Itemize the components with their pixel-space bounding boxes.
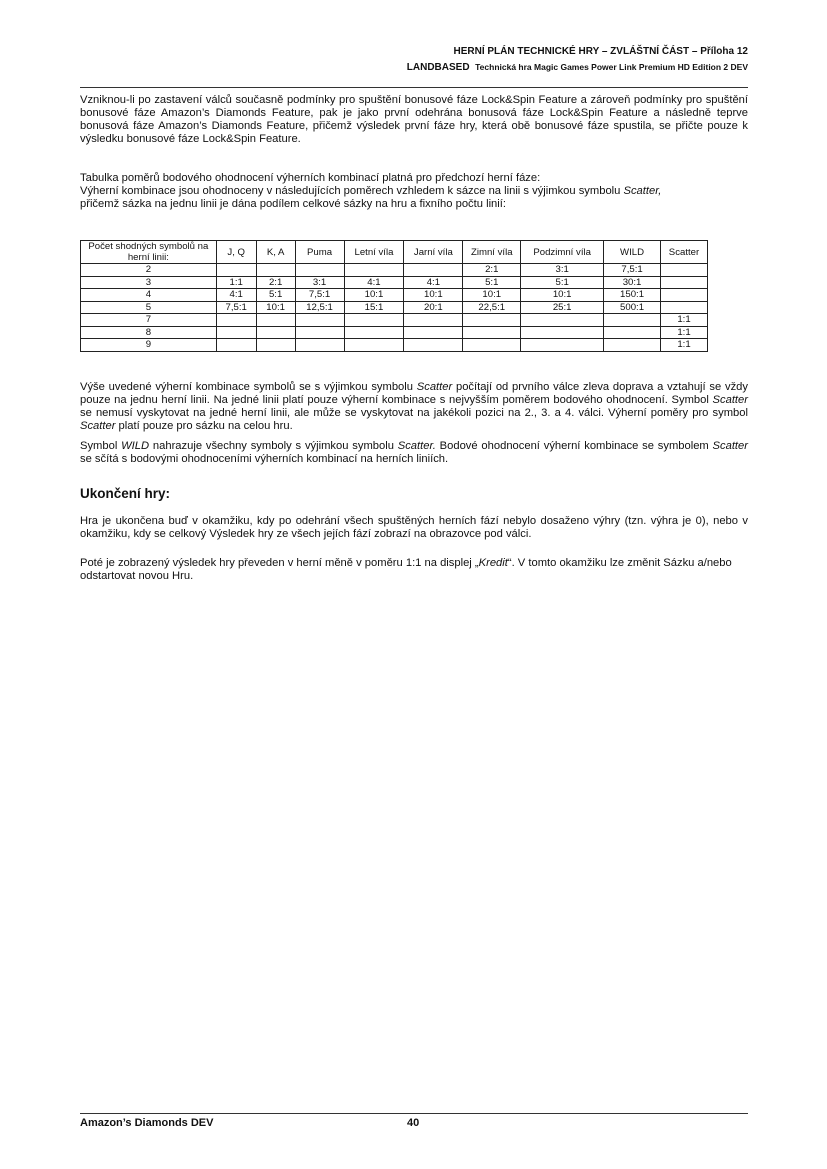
table-cell <box>521 326 604 339</box>
text-italic: Scatter <box>712 440 748 452</box>
table-cell <box>661 276 708 289</box>
table-cell <box>216 314 256 327</box>
table-cell: 5:1 <box>463 276 521 289</box>
footer-title: Amazon’s Diamonds DEV <box>80 1117 214 1129</box>
column-header: J, Q <box>216 241 256 264</box>
text: platí pouze pro sázku na celou hru. <box>115 420 293 432</box>
table-cell: 10:1 <box>344 289 404 302</box>
table-cell: 5:1 <box>521 276 604 289</box>
table-row <box>81 276 708 289</box>
header-game: Technická hra Magic Games Power Link Premium HD Edition 2 DEV <box>475 62 748 72</box>
table-cell: 10:1 <box>404 289 463 302</box>
table-cell <box>404 264 463 277</box>
text-italic: Scatter <box>80 420 116 432</box>
table-cell: 9 <box>81 339 217 352</box>
table-cell <box>216 326 256 339</box>
column-header: Podzimní víla <box>521 241 604 264</box>
text-italic: Scatter <box>416 381 453 393</box>
table-cell <box>404 339 463 352</box>
table-cell <box>295 326 344 339</box>
table-cell <box>344 339 404 352</box>
paragraph-end-of-game: Hra je ukončena buď v okamžiku, kdy po odehrání všech spuštěných herních fází nebylo dosaženo výhry (tzn. výhra je 0), nebo v okamžiku, kdy se celkový Výsledek hry ze všech jejích fází zobrazí na obrazovce pod válci. <box>80 515 748 540</box>
table-cell <box>604 339 661 352</box>
table-cell <box>216 339 256 352</box>
table-row <box>81 326 708 339</box>
table-cell: 10:1 <box>521 289 604 302</box>
section-heading-end-of-game: Ukončení hry: <box>80 486 171 501</box>
payout-table <box>80 240 708 352</box>
table-cell <box>521 339 604 352</box>
text-italic: Scatter. <box>397 440 436 452</box>
table-cell: 10:1 <box>463 289 521 302</box>
table-cell <box>661 301 708 314</box>
text: nahrazuje všechny symboly s výjimkou symbolu <box>149 440 398 452</box>
column-header: Scatter <box>661 241 708 264</box>
table-cell <box>521 314 604 327</box>
footer-rule <box>80 1113 748 1114</box>
paragraph-wild-rules <box>80 440 748 466</box>
table-cell <box>256 326 295 339</box>
table-cell <box>404 314 463 327</box>
table-cell: 4:1 <box>344 276 404 289</box>
table-cell: 2:1 <box>463 264 521 277</box>
table-cell <box>404 326 463 339</box>
table-cell: 1:1 <box>216 276 256 289</box>
text: se nemusí vyskytovat na jedné herní linii, ale může se vyskytovat na jakékoli pozici na 2., 3. a 4. válci. Výherní poměry pro symbol <box>80 407 748 419</box>
table-cell: 2:1 <box>256 276 295 289</box>
paragraph-credit <box>80 557 748 583</box>
table-cell <box>256 339 295 352</box>
table-cell <box>256 314 295 327</box>
table-cell: 25:1 <box>521 301 604 314</box>
text: Symbol <box>80 440 122 452</box>
table-cell <box>661 264 708 277</box>
text: Bodové ohodnocení výherní kombinace se symbolem <box>435 440 713 452</box>
table-cell: 3 <box>81 276 217 289</box>
text: Poté je zobrazený výsledek hry převeden v herní měně v poměru 1:1 na displej „ <box>80 557 479 569</box>
text-italic: Kredit <box>478 557 508 569</box>
text: počítají od prvního válce zleva doprava a vztahují se vždy pouze na jednu herní linii. Na jedné linii platí pouze výherní kombinace s nejvyšším poměrem bodového ohodnocení. Symbol <box>80 381 749 406</box>
table-cell <box>295 264 344 277</box>
text: Výše uvedené výherní kombinace symbolů se s výjimkou symbolu <box>80 381 417 393</box>
table-cell: 7,5:1 <box>295 289 344 302</box>
table-cell <box>463 326 521 339</box>
paragraph-scatter-rules <box>80 381 748 433</box>
paragraph-bonus-order: Vzniknou-li po zastavení válců současně podmínky pro spuštění bonusové fáze Lock&Spin Feature a zároveň podmínky pro spuštění bonusové fáze Amazon’s Diamonds Feature, pak je jako první odehrána bonusová fáze Lock&Spin Feature a následně teprve bonusová fáze Amazon’s Diamonds Feature, přičemž výsledek první fáze hry, která obě bonusové fáze spustila, se přičte pouze k výsledku bonusové fáze Lock&Spin Feature. <box>80 94 748 145</box>
column-header: K, A <box>256 241 295 264</box>
text: se sčítá s bodovými ohodnoceními výherních kombinací na herních liniích. <box>80 453 449 465</box>
table-cell: 3:1 <box>295 276 344 289</box>
table-cell: 12,5:1 <box>295 301 344 314</box>
table-cell <box>216 264 256 277</box>
table-cell <box>295 339 344 352</box>
table-cell <box>604 314 661 327</box>
table-row <box>81 289 708 302</box>
header-subtitle <box>407 62 748 73</box>
table-cell: 22,5:1 <box>463 301 521 314</box>
table-cell: 30:1 <box>604 276 661 289</box>
header-title: HERNÍ PLÁN TECHNICKÉ HRY – ZVLÁŠTNÍ ČÁST – Příloha 12 <box>453 46 748 57</box>
column-header: Počet shodných symbolů na herní linii: <box>81 241 217 264</box>
intro-line-2: Výherní kombinace jsou ohodnoceny v následujících poměrech vzhledem k sázce na linii s výjimkou symbolu <box>80 185 624 197</box>
intro-line-1: Tabulka poměrů bodového ohodnocení výherních kombinací platná pro předchozí herní fáze: <box>80 172 541 184</box>
table-cell: 3:1 <box>521 264 604 277</box>
column-header: WILD <box>604 241 661 264</box>
header-rule <box>80 87 748 88</box>
table-cell <box>344 326 404 339</box>
table-cell: 20:1 <box>404 301 463 314</box>
table-cell: 15:1 <box>344 301 404 314</box>
table-row <box>81 301 708 314</box>
table-cell: 4:1 <box>404 276 463 289</box>
table-cell <box>295 314 344 327</box>
table-cell: 10:1 <box>256 301 295 314</box>
table-cell: 500:1 <box>604 301 661 314</box>
text: “. V tomto okamžiku lze změnit Sázku a/nebo odstartovat novou Hru. <box>80 557 732 582</box>
page-number: 40 <box>407 1117 420 1129</box>
text-italic: Scatter <box>712 394 748 406</box>
table-cell: 7 <box>81 314 217 327</box>
column-header: Zimní víla <box>463 241 521 264</box>
table-cell <box>344 314 404 327</box>
intro-scatter: Scatter, <box>623 185 662 197</box>
table-cell: 5 <box>81 301 217 314</box>
column-header: Jarní víla <box>404 241 463 264</box>
table-cell <box>463 339 521 352</box>
table-cell <box>661 289 708 302</box>
table-cell: 5:1 <box>256 289 295 302</box>
table-cell: 4 <box>81 289 217 302</box>
paragraph-table-intro <box>80 172 760 211</box>
table-cell: 8 <box>81 326 217 339</box>
column-header: Letní víla <box>344 241 404 264</box>
table-cell: 7,5:1 <box>604 264 661 277</box>
table-cell <box>256 264 295 277</box>
table-cell <box>344 264 404 277</box>
table-row <box>81 339 708 352</box>
intro-line-3: přičemž sázka na jednu linii je dána podílem celkové sázky na hru a fixního počtu linií: <box>80 198 506 210</box>
table-row <box>81 264 708 277</box>
table-cell: 150:1 <box>604 289 661 302</box>
table-header-row <box>81 241 708 264</box>
header-landbased: LANDBASED <box>406 62 470 73</box>
table-cell: 1:1 <box>661 339 708 352</box>
table-cell: 1:1 <box>661 326 708 339</box>
text-italic: WILD <box>121 440 150 452</box>
table-cell: 7,5:1 <box>216 301 256 314</box>
table-cell <box>604 326 661 339</box>
table-cell: 2 <box>81 264 217 277</box>
table-cell: 1:1 <box>661 314 708 327</box>
table-cell: 4:1 <box>216 289 256 302</box>
column-header: Puma <box>295 241 344 264</box>
table-cell <box>463 314 521 327</box>
table-row <box>81 314 708 327</box>
